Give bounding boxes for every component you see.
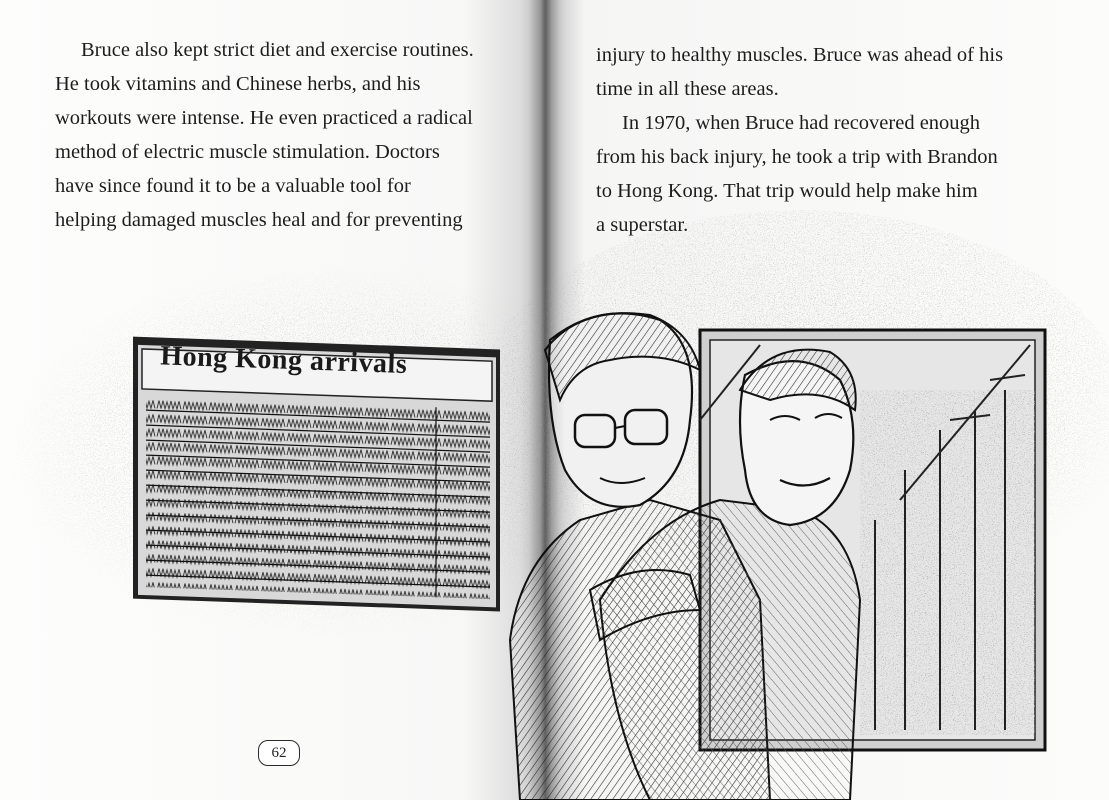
text-line: time in all these areas. [596, 78, 779, 100]
arrivals-board [133, 337, 500, 612]
left-page-text [55, 33, 474, 237]
text-line: a superstar. [596, 214, 689, 236]
right-page-text [596, 38, 1003, 242]
text-line: injury to healthy muscles. Bruce was ahead of his [596, 44, 1004, 66]
text-line: In 1970, when Bruce had recovered enough [622, 112, 981, 134]
text-line: He took vitamins and Chinese herbs, and his [55, 73, 421, 95]
text-line: have since found it to be a valuable tool for [55, 175, 411, 197]
text-line: from his back injury, he took a trip with Brandon [596, 146, 998, 168]
page-number: 62 [258, 740, 300, 766]
text-line: helping damaged muscles heal and for preventing [55, 209, 463, 231]
sign-title: Hong Kong arrivals [159, 340, 408, 381]
text-line: Bruce also kept strict diet and exercise routines. [81, 39, 474, 61]
text-line: to Hong Kong. That trip would help make him [596, 180, 978, 202]
text-line: workouts were intense. He even practiced a radical [55, 107, 473, 129]
text-line: method of electric muscle stimulation. Doctors [55, 141, 440, 163]
